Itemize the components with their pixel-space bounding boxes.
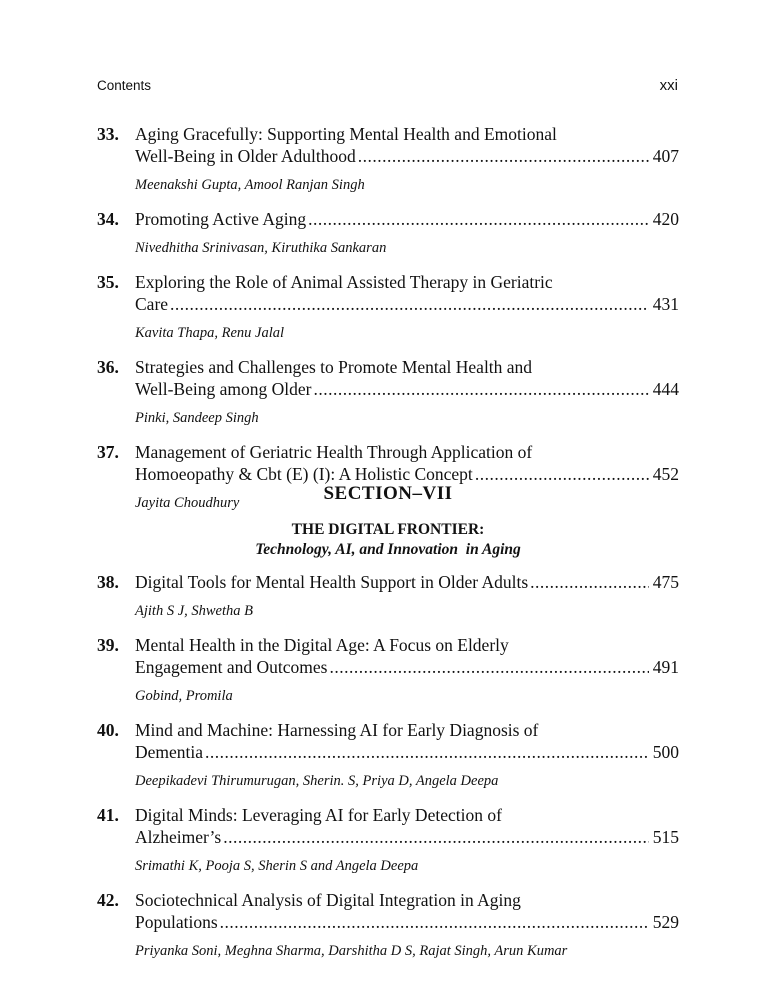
toc-entry-title-line xyxy=(135,293,679,315)
toc-entry-title-line xyxy=(135,571,679,593)
running-header-title: Contents xyxy=(97,78,152,93)
toc-entry xyxy=(97,804,679,876)
toc-entry-title-line: Strategies and Challenges to Promote Mental Health and xyxy=(135,357,533,377)
toc-entry-title-line: Aging Gracefully: Supporting Mental Health and Emotional xyxy=(135,124,557,144)
section-subtitle: THE DIGITAL FRONTIER: xyxy=(291,521,485,538)
toc-entry-title-text: Care xyxy=(135,294,169,314)
toc-entry-title-text: Well-Being among Older xyxy=(135,379,312,399)
toc-entry-number: 33. xyxy=(97,124,119,144)
toc-entry-title-line xyxy=(135,145,679,167)
toc-entry-title-text: Populations xyxy=(135,912,218,932)
toc-entry xyxy=(97,271,679,343)
toc-entry-authors: Priyanka Soni, Meghna Sharma, Darshitha D S, Rajat Singh, Arun Kumar xyxy=(135,943,568,959)
toc-entry xyxy=(97,889,679,961)
toc-entry-authors: Nivedhitha Srinivasan, Kiruthika Sankaran xyxy=(135,240,387,256)
dot-leader xyxy=(205,741,649,763)
toc-entry-page-number: 452 xyxy=(652,464,679,484)
toc-entry xyxy=(97,356,679,428)
dot-leader xyxy=(530,571,649,593)
toc-list-bottom xyxy=(97,571,679,974)
toc-entry-authors: Gobind, Promila xyxy=(135,688,233,704)
toc-entry-authors: Srimathi K, Pooja S, Sherin S and Angela Deepa xyxy=(135,858,419,874)
toc-entry xyxy=(97,123,679,195)
dot-leader xyxy=(358,145,649,167)
toc-entry-title-line: Digital Minds: Leveraging AI for Early Detection of xyxy=(135,805,502,825)
toc-entry-title-text: Well-Being in Older Adulthood xyxy=(135,146,356,166)
toc-entry xyxy=(97,634,679,706)
dot-leader xyxy=(329,656,648,678)
toc-entry-number: 40. xyxy=(97,720,119,740)
toc-entry-page-number: 431 xyxy=(652,294,679,314)
toc-entry-authors: Deepikadevi Thirumurugan, Sherin. S, Priya D, Angela Deepa xyxy=(135,773,499,789)
toc-entry-page-number: 515 xyxy=(652,827,679,847)
toc-entry xyxy=(97,571,679,621)
toc-entry-page-number: 529 xyxy=(652,912,679,932)
toc-list-top xyxy=(97,123,679,526)
toc-entry-number: 35. xyxy=(97,272,119,292)
toc-entry-title-line xyxy=(135,741,679,763)
toc-entry-title-text: Engagement and Outcomes xyxy=(135,657,328,677)
toc-entry-page-number: 420 xyxy=(652,209,679,229)
toc-entry-title-line xyxy=(135,656,679,678)
running-header xyxy=(97,78,678,98)
toc-entry-title-line: Sociotechnical Analysis of Digital Integration in Aging xyxy=(135,890,521,910)
toc-entry-page-number: 475 xyxy=(652,572,679,592)
toc-entry-title-line: Mind and Machine: Harnessing AI for Early Diagnosis of xyxy=(135,720,539,740)
dot-leader xyxy=(170,293,649,315)
toc-entry-title-line: Mental Health in the Digital Age: A Focus on Elderly xyxy=(135,635,509,655)
toc-entry-number: 36. xyxy=(97,357,119,377)
toc-entry-title-text: Digital Tools for Mental Health Support in Older Adults xyxy=(135,572,529,592)
toc-entry-number: 38. xyxy=(97,572,119,592)
toc-entry-number: 39. xyxy=(97,635,119,655)
toc-entry-title-line: Exploring the Role of Animal Assisted Therapy in Geriatric xyxy=(135,272,553,292)
toc-entry-title-line xyxy=(135,378,679,400)
toc-entry-authors: Meenakshi Gupta, Amool Ranjan Singh xyxy=(135,177,365,193)
dot-leader xyxy=(308,208,649,230)
toc-entry-authors: Pinki, Sandeep Singh xyxy=(135,410,259,426)
toc-entry-title-line xyxy=(135,208,679,230)
toc-entry-page-number: 407 xyxy=(652,146,679,166)
dot-leader xyxy=(313,378,648,400)
toc-entry-page-number: 500 xyxy=(652,742,679,762)
toc-entry-number: 41. xyxy=(97,805,119,825)
toc-entry-title-text: Dementia xyxy=(135,742,204,762)
toc-entry-title-text: Homoeopathy & Cbt (E) (I): A Holistic Concept xyxy=(135,464,473,484)
toc-entry-number: 42. xyxy=(97,890,119,910)
section-title: SECTION–VII xyxy=(323,483,453,504)
toc-entry xyxy=(97,719,679,791)
dot-leader xyxy=(220,911,649,933)
toc-entry-number: 37. xyxy=(97,442,119,462)
section-heading xyxy=(97,482,679,560)
toc-entry-title-line xyxy=(135,826,679,848)
toc-entry-page-number: 491 xyxy=(652,657,679,677)
toc-entry xyxy=(97,208,679,258)
section-subtitle-italic: Technology, AI, and Innovation in Aging xyxy=(255,541,521,558)
toc-entry-title-line: Management of Geriatric Health Through Application of xyxy=(135,442,533,462)
toc-entry-title-text: Promoting Active Aging xyxy=(135,209,307,229)
toc-entry-page-number: 444 xyxy=(652,379,679,399)
dot-leader xyxy=(223,826,649,848)
toc-entry-number: 34. xyxy=(97,209,119,229)
toc-entry-title-text: Alzheimer’s xyxy=(135,827,222,847)
toc-entry-authors: Kavita Thapa, Renu Jalal xyxy=(135,325,285,341)
page-number: xxi xyxy=(659,77,678,94)
toc-entry-title-line xyxy=(135,911,679,933)
toc-entry-authors: Jayita Choudhury xyxy=(135,495,240,511)
toc-entry-authors: Ajith S J, Shwetha B xyxy=(135,603,253,619)
